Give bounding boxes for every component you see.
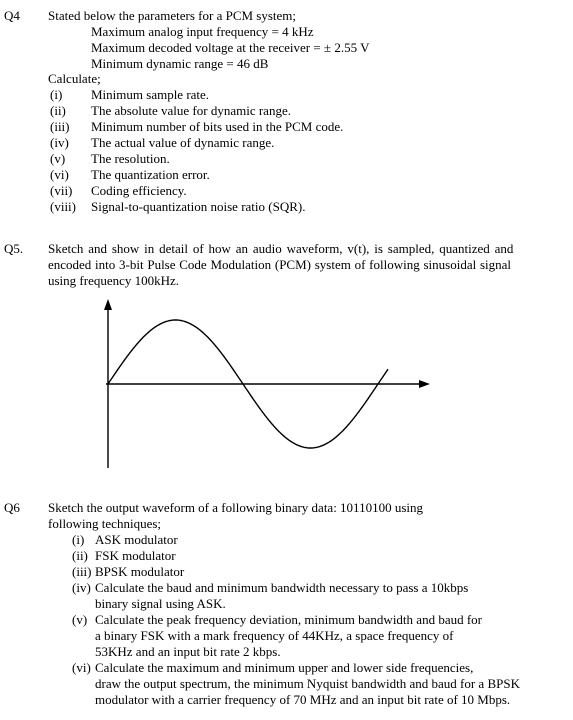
q6-item-text: ASK modulator bbox=[95, 532, 178, 547]
q4-calc-label: Calculate; bbox=[48, 71, 101, 86]
q6-item-text: a binary FSK with a mark frequency of 44KHz, a space frequency of bbox=[95, 628, 454, 643]
q4-item-num: (viii) bbox=[50, 199, 76, 214]
q4-param: Maximum decoded voltage at the receiver = ± 2.55 V bbox=[91, 40, 370, 55]
q4-item-num: (ii) bbox=[50, 103, 66, 118]
q4-item-text: The resolution. bbox=[91, 151, 170, 166]
q4-item-text: Signal-to-quantization noise ratio (SQR). bbox=[91, 199, 306, 214]
q6-intro-line: following techniques; bbox=[48, 516, 162, 531]
q6-item-text: Calculate the peak frequency deviation, minimum bandwidth and baud for bbox=[95, 612, 482, 627]
q4-param: Maximum analog input frequency = 4 kHz bbox=[91, 24, 314, 39]
q5-line: using frequency 100kHz. bbox=[48, 273, 180, 288]
q6-item-text: BPSK modulator bbox=[95, 564, 185, 579]
q4-item-num: (v) bbox=[50, 151, 66, 166]
q4-item-num: (vi) bbox=[50, 167, 69, 182]
vertical-axis-arrow-icon bbox=[104, 299, 112, 310]
q4-item-num: (vii) bbox=[50, 183, 73, 198]
horizontal-axis-arrow-icon bbox=[419, 380, 430, 388]
q4-item-text: The actual value of dynamic range. bbox=[91, 135, 275, 150]
q6-item-text: 53KHz and an input bit rate 2 kbps. bbox=[95, 644, 281, 659]
q6-item-num: (iii) bbox=[72, 564, 92, 579]
q6-item-text: binary signal using ASK. bbox=[95, 596, 226, 611]
q4-item-text: The quantization error. bbox=[91, 167, 210, 182]
q4-param: Minimum dynamic range = 46 dB bbox=[91, 56, 269, 71]
q6-item-num: (iv) bbox=[72, 580, 91, 595]
q4-item-text: The absolute value for dynamic range. bbox=[91, 103, 291, 118]
q6-item-num: (i) bbox=[72, 532, 85, 547]
q4-number: Q4 bbox=[4, 8, 20, 23]
q6-item-text: FSK modulator bbox=[95, 548, 176, 563]
q6-item-text: modulator with a carrier frequency of 70 MHz and an input bit rate of 10 Mbps. bbox=[95, 692, 511, 707]
q6-item-text: Calculate the baud and minimum bandwidth necessary to pass a 10kbps bbox=[95, 580, 469, 595]
q6-item-num: (v) bbox=[72, 612, 88, 627]
q5-line: encoded into 3-bit Pulse Code Modulation (PCM) system of following sinusoidal signal bbox=[48, 257, 512, 272]
q4-item-num: (i) bbox=[50, 87, 63, 102]
q6-item-num: (vi) bbox=[72, 660, 91, 675]
q6-item-text: Calculate the maximum and minimum upper and lower side frequencies, bbox=[95, 660, 474, 675]
q4-intro: Stated below the parameters for a PCM system; bbox=[48, 8, 297, 23]
q5-line: Sketch and show in detail of how an audio waveform, v(t), is sampled, quantized and bbox=[48, 241, 514, 256]
q6-item-text: draw the output spectrum, the minimum Nyquist bandwidth and baud for a BPSK bbox=[95, 676, 520, 691]
q4-item-text: Minimum number of bits used in the PCM code. bbox=[91, 119, 344, 134]
q4-item-num: (iv) bbox=[50, 135, 69, 150]
q6-number: Q6 bbox=[4, 500, 20, 515]
q4-item-text: Minimum sample rate. bbox=[91, 87, 210, 102]
q5-number: Q5. bbox=[4, 241, 24, 256]
q6-intro-line: Sketch the output waveform of a following binary data: 10110100 using bbox=[48, 500, 424, 515]
q4-item-text: Coding efficiency. bbox=[91, 183, 187, 198]
q4-item-num: (iii) bbox=[50, 119, 70, 134]
q6-item-num: (ii) bbox=[72, 548, 88, 563]
